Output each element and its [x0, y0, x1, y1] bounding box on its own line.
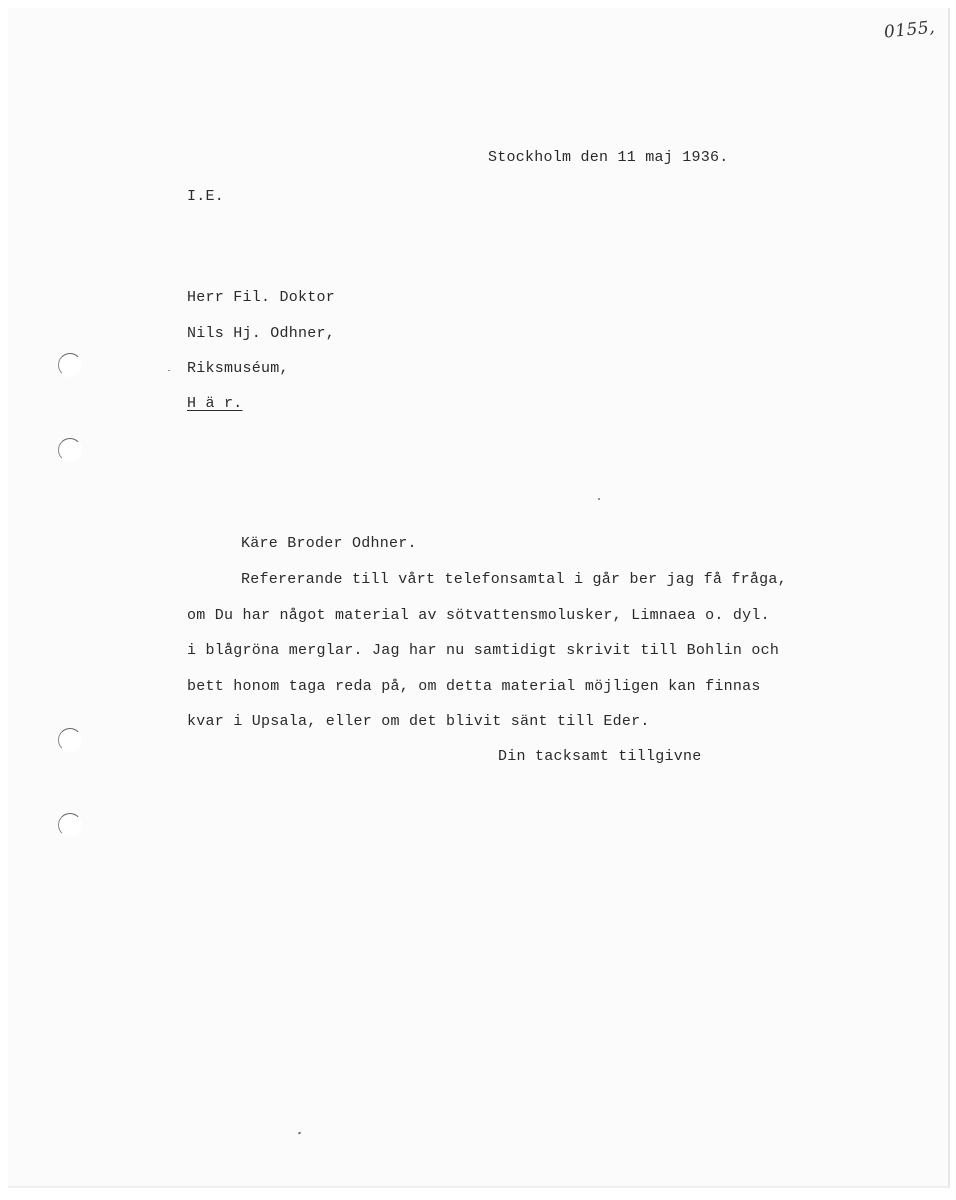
- recipient-name: Nils Hj. Odhner,: [187, 325, 336, 342]
- paper-speck: [168, 370, 170, 371]
- body-line: i blågröna merglar. Jag har nu samtidigt skrivit till Bohlin och: [187, 642, 780, 659]
- body-line: kvar i Upsala, eller om det blivit sänt till Eder.: [187, 713, 650, 730]
- paper-speck: [598, 498, 600, 500]
- punch-hole: [58, 353, 82, 377]
- recipient-institution: Riksmuséum,: [187, 360, 289, 377]
- archive-number: 0155,: [883, 17, 937, 43]
- punch-hole: [58, 813, 82, 837]
- sender-initials: I.E.: [187, 188, 225, 205]
- punch-hole: [58, 438, 82, 462]
- closing: Din tacksamt tillgivne: [498, 748, 702, 765]
- body-line: Refererande till vårt telefonsamtal i går ber jag få fråga,: [241, 571, 787, 588]
- punch-hole: [58, 728, 82, 752]
- recipient-location: H ä r.: [187, 395, 243, 412]
- paper-speck: [298, 1131, 302, 1134]
- date-line: Stockholm den 11 maj 1936.: [488, 149, 729, 166]
- letter-page: [8, 8, 950, 1188]
- body-line: om Du har något material av sötvattensmolusker, Limnaea o. dyl.: [187, 607, 770, 624]
- recipient-title: Herr Fil. Doktor: [187, 289, 336, 306]
- body-line: bett honom taga reda på, om detta material möjligen kan finnas: [187, 678, 761, 695]
- salutation: Käre Broder Odhner.: [241, 535, 417, 552]
